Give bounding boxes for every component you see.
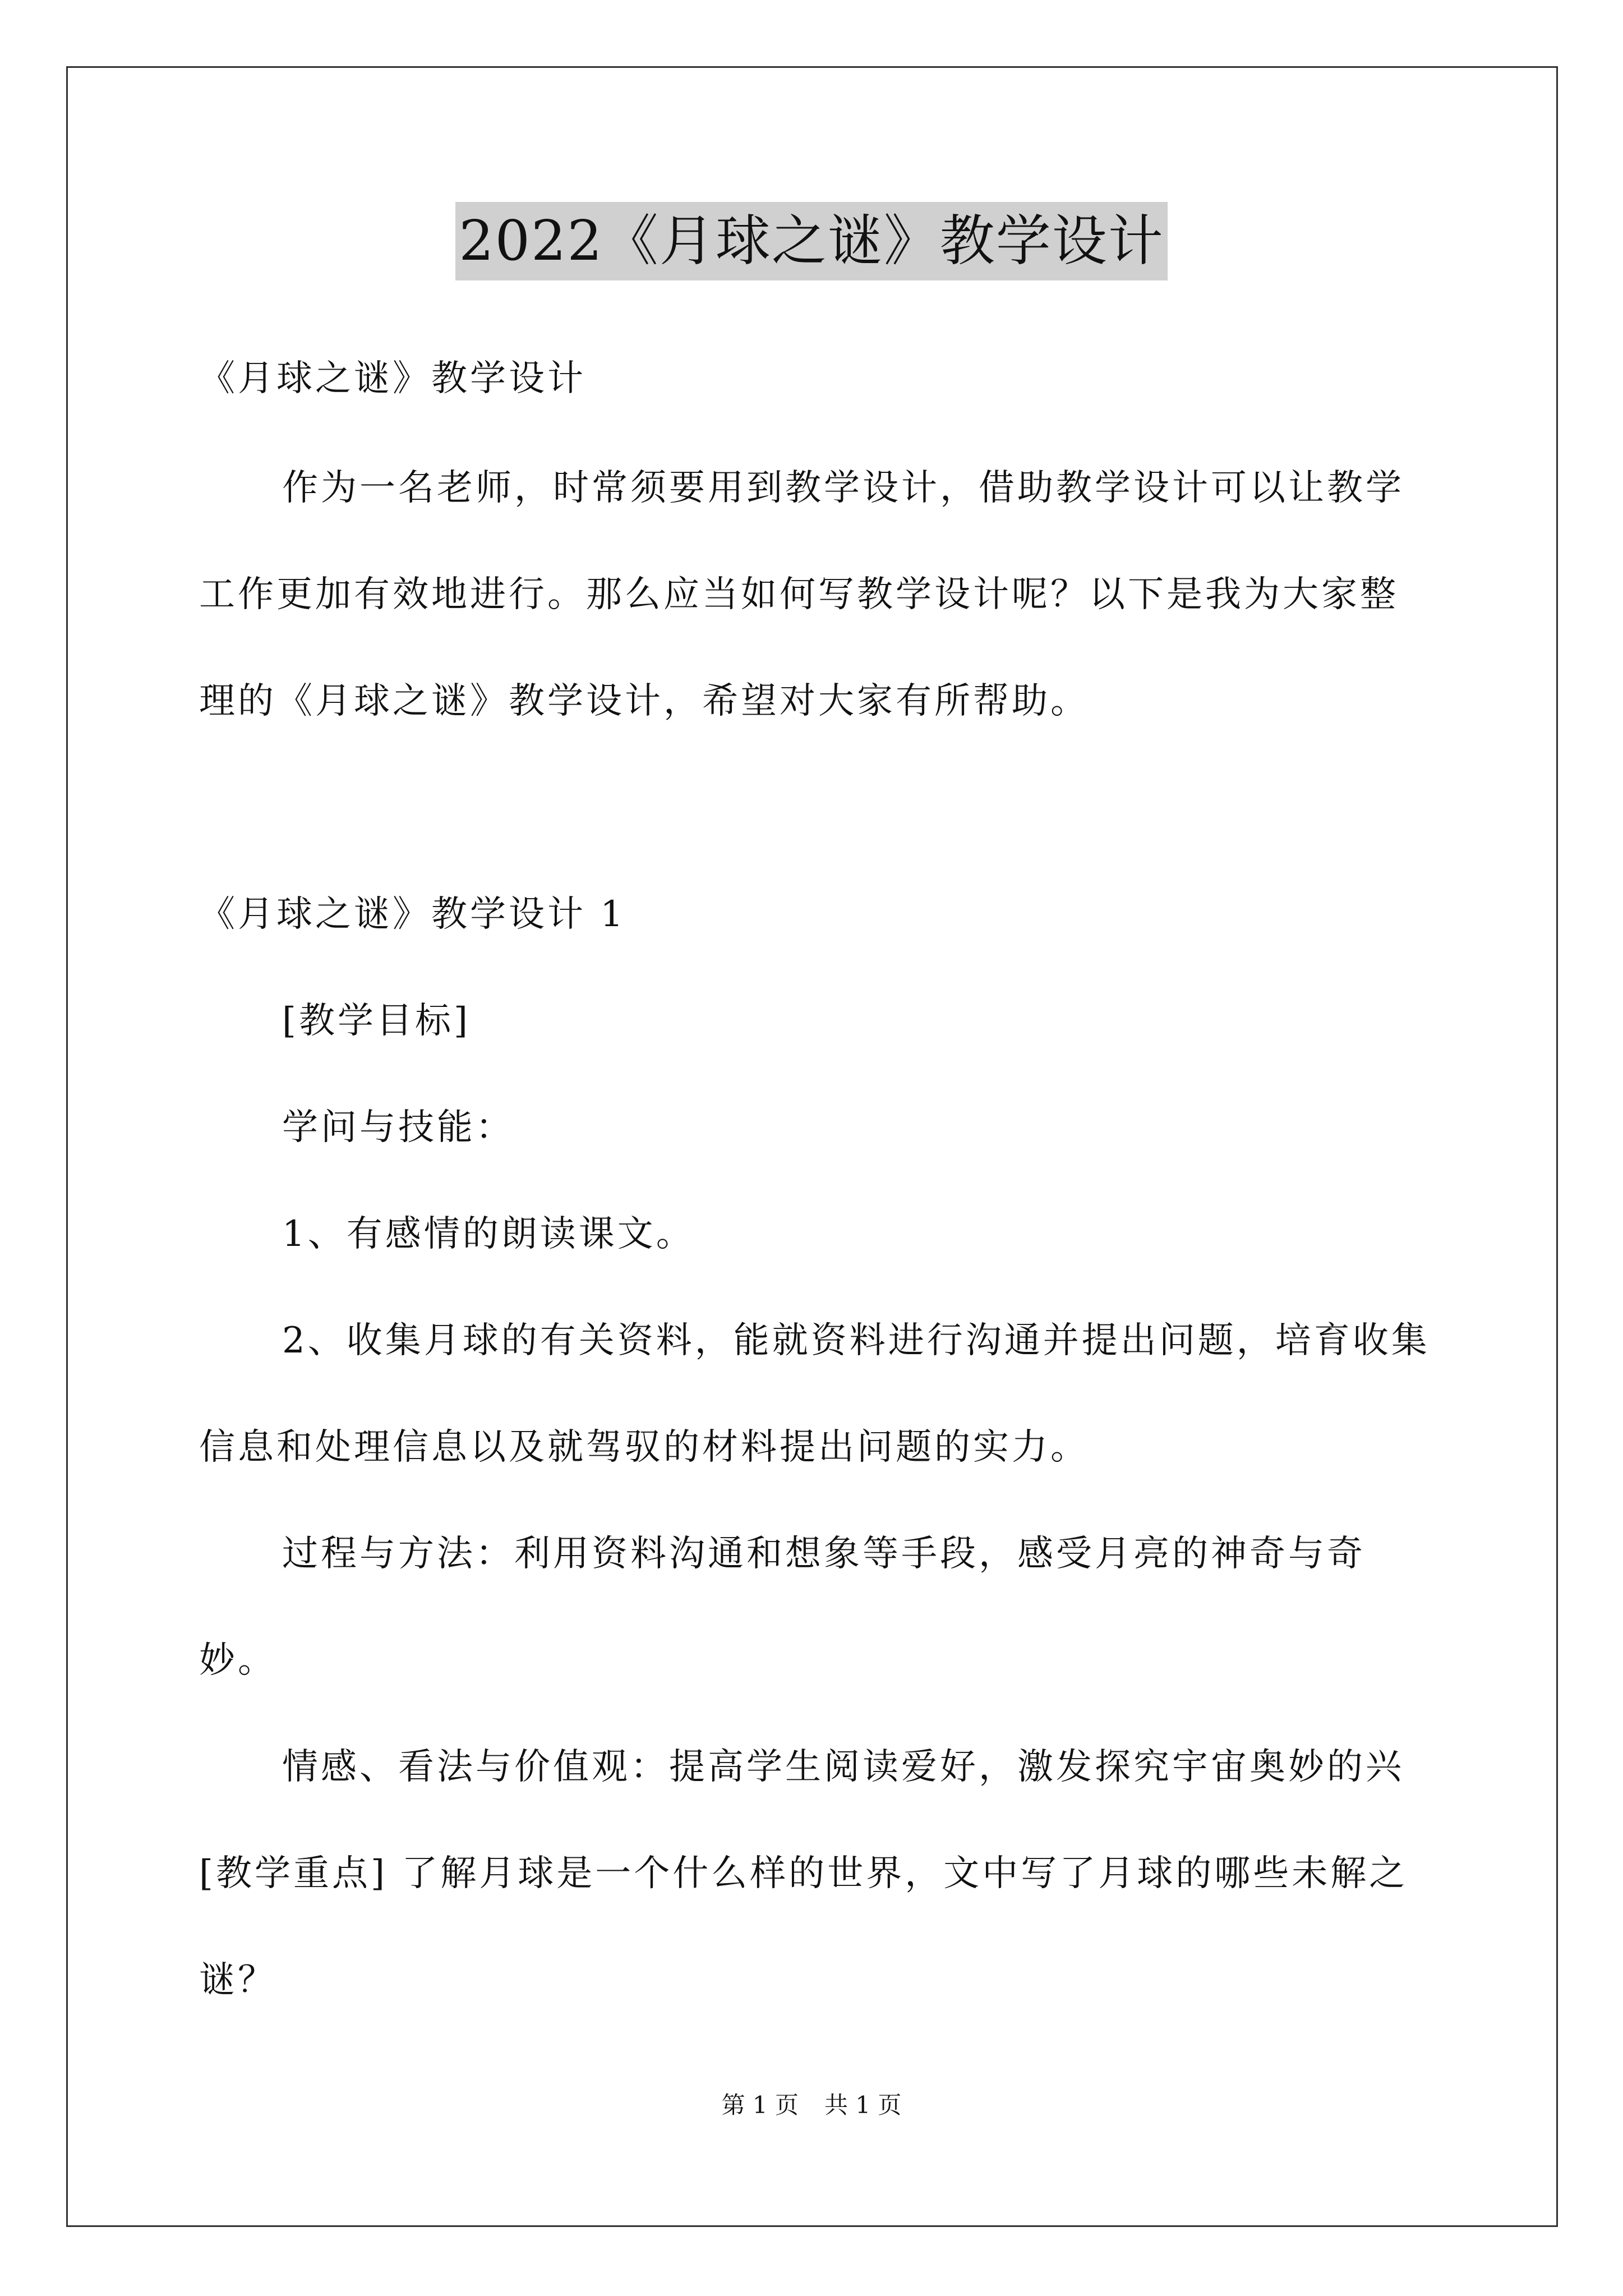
page-footer (0, 2088, 1623, 2122)
section-title: 《月球之谜》教学设计 1 (199, 894, 626, 935)
objectives-heading: [教学目标] (282, 1000, 471, 1042)
objective-item-1: 1、有感情的朗读课文。 (282, 1213, 695, 1255)
page-number: 第 1 页 (721, 2091, 799, 2119)
document-title-text: 2022《月球之谜》教学设计 (455, 202, 1167, 280)
document-title (0, 202, 1623, 280)
process-method-paragraph: 过程与方法：利用资料沟通和想象等手段，感受月亮的神奇与奇妙。 (199, 1533, 1366, 1681)
objective-item-2: 2、收集月球的有关资料，能就资料进行沟通并提出问题，培育收集信息和处理信息以及就驾驭的材料提出问题的实力。 (199, 1320, 1430, 1468)
emotion-values-paragraph: 情感、看法与价值观：提高学生阅读爱好，激发探究宇宙奥妙的兴 [教学重点] 了解月球是一个什么样的世界，文中写了月球的哪些未解之谜？ (199, 1746, 1408, 2001)
document-subtitle: 《月球之谜》教学设计 (199, 358, 586, 399)
knowledge-skills-heading: 学问与技能： (282, 1107, 514, 1148)
intro-paragraph: 作为一名老师，时常须要用到教学设计，借助教学设计可以让教学工作更加有效地进行。那么应当如何写教学设计呢？以下是我为大家整理的《月球之谜》教学设计，希望对大家有所帮助。 (199, 467, 1404, 722)
page-total: 共 1 页 (824, 2091, 902, 2119)
